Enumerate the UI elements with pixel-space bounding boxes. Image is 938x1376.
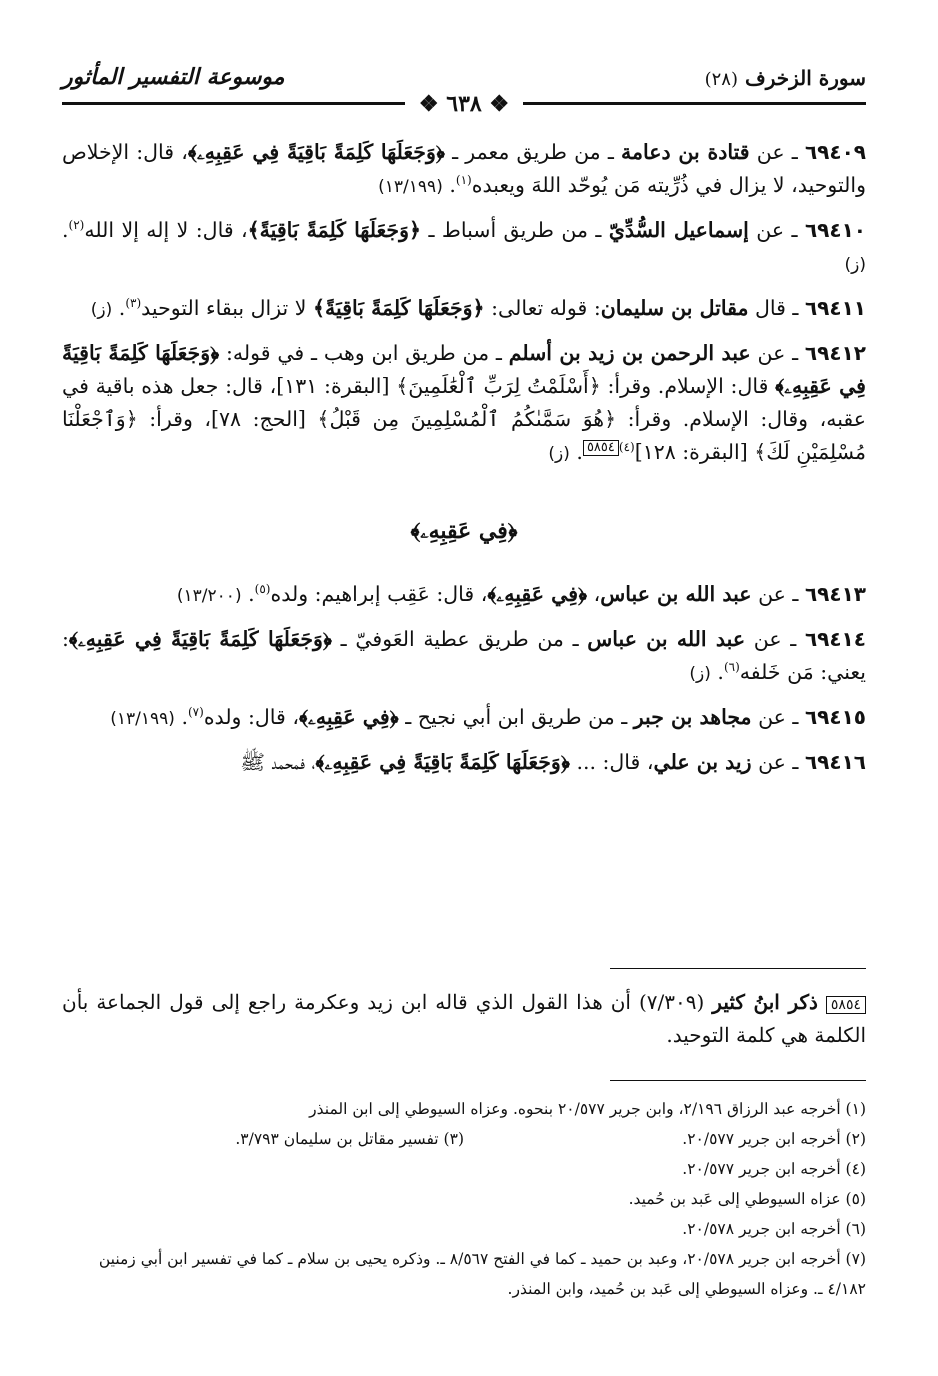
quran-verse: ﴿وَجَعَلَهَا كَلِمَةً بَاقِيَةً فِي عَقِبِهِۦ﴾	[315, 750, 570, 774]
narrator-name: زيد بن علي	[653, 750, 752, 774]
footnote-row	[62, 1124, 866, 1154]
entry-chain: : قوله تعالى:	[484, 296, 601, 320]
footnote-marker: (٢)	[68, 218, 85, 233]
footnote-separator	[610, 1080, 866, 1081]
entry-body: قال: الإسلام. وقرأ: ﴿أَسْلَمْتُ لِرَبِّ ٱلْعَٰلَمِينَ﴾ [البقرة: ١٣١]، قال: جعل هذه باقية في عقبه، وقال: الإسلام. وقرأ: ﴿هُوَ سَمَّىٰكُمُ ٱلْمُسْلِمِينَ مِن قَبْلُ﴾ [الحج: ٧٨]، وقرأ: ﴿وَٱجْعَلْنَا مُسْلِمَيْنِ لَكَ﴾ [البقرة: ١٢٨]	[62, 374, 867, 464]
footnote: (٣) تفسير مقاتل بن سليمان ٣/٧٩٣.	[235, 1130, 464, 1148]
footnote-marker: (٤)	[618, 440, 635, 455]
entry	[62, 214, 866, 282]
quran-verse: ﴿وَجَعَلَهَا كَلِمَةً بَاقِيَةً﴾	[247, 218, 422, 242]
entry	[62, 701, 866, 736]
surah-number: (٢٨)	[704, 69, 739, 90]
entry-number: ٦٩٤١٦	[804, 750, 866, 774]
entry	[62, 746, 866, 779]
footnote-marker: (١)	[455, 173, 472, 188]
commentary-marker[interactable]: ٥٨٥٤	[583, 440, 619, 456]
narrator-name: مجاهد بن جبر	[633, 705, 752, 729]
entry-chain: ـ من طريق معمر ـ	[444, 140, 622, 164]
source-ref: (١٣/١٩٩)	[378, 177, 443, 197]
page-number: ❖ ٦٣٨ ❖	[405, 94, 523, 114]
quran-verse: ﴿فِي عَقِبِهِۦ﴾	[487, 582, 588, 606]
entry-chain: ـ من طريق ابن أبي نجيح ـ	[398, 705, 634, 729]
source-ref: (ز)	[90, 300, 113, 320]
narrator-name: إسماعيل السُّدِّيّ	[608, 218, 749, 242]
surah-title	[705, 66, 866, 90]
entry-text: ـ قال	[748, 296, 805, 320]
entry-tail: .	[241, 582, 255, 606]
source-ref: (ز)	[689, 664, 711, 684]
book-title: موسوعة التفسير المأثور	[62, 64, 285, 90]
quran-verse: ﴿وَجَعَلَهَا كَلِمَةً بَاقِيَةً﴾	[313, 296, 485, 320]
commentary-text: (٧/٣٠٩) أن هذا القول الذي قاله ابن زيد وعكرمة راجع إلى قول الجماعة بأن الكلمة هي كلمة التوحيد.	[62, 990, 866, 1047]
entry-body: ، قال: الإخلاص والتوحيد، لا يزال في ذُرِّيته مَن يُوحّد اللهَ ويعبده	[62, 140, 866, 197]
entry	[62, 136, 866, 204]
entry-text: ـ عن	[748, 218, 805, 242]
entry-chain: ، قال: ...	[569, 750, 654, 774]
footnotes	[62, 1094, 866, 1304]
page-number-wrap	[62, 91, 866, 117]
entry-number: ٦٩٤١١	[804, 296, 866, 320]
entry-chain: ـ من طريق عطية العَوفيّ ـ	[331, 627, 588, 651]
entry-text: ـ عن	[751, 705, 805, 729]
entry-tail: .	[62, 218, 69, 242]
footnote: (١) أخرجه عبد الرزاق ٢/١٩٦، وابن جرير ٢٠/٥٧٧ بنحوه. وعزاه السيوطي إلى ابن المنذر	[309, 1100, 866, 1118]
entry-number: ٦٩٤٠٩	[804, 140, 866, 164]
narrator-name: عبد الله بن عباس	[600, 582, 752, 606]
entry-tail: .	[174, 705, 188, 729]
entry-chain: ـ من طريق ابن وهب ـ في قوله:	[219, 341, 509, 365]
narrator-name: مقاتل بن سليمان	[600, 296, 749, 320]
entry-chain: ،	[587, 582, 601, 606]
entry-text: ـ عن	[749, 140, 805, 164]
entry	[62, 623, 866, 691]
quran-verse: ﴿وَجَعَلَهَا كَلِمَةً بَاقِيَةً فِي عَقِبِهِۦ﴾	[62, 341, 866, 398]
footnote-marker: (٧)	[187, 705, 204, 720]
entry-body: لا تزال ببقاء التوحيد	[141, 296, 313, 320]
section-heading: ﴿فِي عَقِبِهِۦ﴾	[410, 518, 518, 544]
entry-tail: .	[112, 296, 126, 320]
entry-text: ـ عن	[750, 341, 805, 365]
source-ref: (ز)	[844, 255, 866, 275]
quran-verse: ﴿وَجَعَلَهَا كَلِمَةً بَاقِيَةً فِي عَقِبِهِۦ﴾	[68, 627, 332, 651]
entry-number: ٦٩٤١٠	[804, 218, 866, 242]
commentary-marker: ٥٨٥٤	[826, 996, 866, 1014]
page	[62, 0, 866, 1376]
source-ref: (١٣/١٩٩)	[110, 709, 175, 729]
page-header	[62, 60, 866, 117]
footnote-marker: (٦)	[723, 660, 740, 675]
page-number-value: ٦٣٨	[446, 91, 482, 117]
source-ref: (ز)	[548, 444, 570, 464]
surah-name: سورة الزخرف	[744, 66, 866, 90]
entry-text: ـ عن	[751, 582, 805, 606]
narrator-name: عبد الله بن عباس	[587, 627, 746, 651]
entry-tail: .	[710, 660, 724, 684]
entry-body: : يعني: مَن خَلفه	[62, 627, 866, 684]
entry	[62, 578, 866, 613]
entry-number: ٦٩٤١٢	[804, 341, 866, 365]
source-ref: (١٣/٢٠٠)	[176, 586, 242, 606]
entry-number: ٦٩٤١٥	[804, 705, 866, 729]
entry-number: ٦٩٤١٤	[804, 627, 866, 651]
entry	[62, 292, 866, 327]
footnote: (٧) أخرجه ابن جرير ٢٠/٥٧٨، وعبد بن حميد ـ كما في الفتح ٨/٥٦٧ ـ. وذكره يحيى بن سلام ـ كما في تفسير ابن أبي زمنين ٤/١٨٢ ـ. وعزاه السيوطي إلى عَبد بن حُميد، وابن المنذر.	[98, 1250, 866, 1298]
footnote: (٥) عزاه السيوطي إلى عَبد بن حُميد.	[628, 1190, 866, 1208]
quran-verse: ﴿وَجَعَلَهَا كَلِمَةً بَاقِيَةً فِي عَقِبِهِۦ﴾	[187, 140, 445, 164]
entry-number: ٦٩٤١٣	[804, 582, 866, 606]
narrator-name: عبد الرحمن بن زيد بن أسلم	[508, 341, 751, 365]
quran-verse: ﴿فِي عَقِبِهِۦ﴾	[298, 705, 399, 729]
footnote-marker: (٣)	[125, 296, 142, 311]
entry-text: ـ عن	[745, 627, 805, 651]
comment-separator	[610, 968, 866, 969]
entry	[62, 337, 866, 471]
entry-tail: .	[442, 173, 456, 197]
entry-body: ، قال: ولده	[203, 705, 299, 729]
footnote: (٢) أخرجه ابن جرير ٢٠/٥٧٧.	[682, 1130, 866, 1148]
footnote: (٦) أخرجه ابن جرير ٢٠/٥٧٨.	[682, 1220, 866, 1238]
main-text	[62, 136, 866, 789]
footnote-marker: (٥)	[254, 582, 271, 597]
entry-chain: ـ من طريق أسباط ـ	[421, 218, 609, 242]
entry-body: ، قال: لا إله إلا الله	[84, 218, 248, 242]
entry-tail: .	[569, 440, 583, 464]
entry-body: ، قال: عَقِب إبراهيم: ولده	[270, 582, 488, 606]
entry-text: ـ عن	[751, 750, 805, 774]
footnote: (٤) أخرجه ابن جرير ٢٠/٥٧٧.	[682, 1160, 866, 1178]
narrator-name: قتادة بن دعامة	[621, 140, 750, 164]
commentary-note	[62, 986, 866, 1052]
entry-body: ، فمحمد ﷺ	[240, 750, 316, 774]
commentary-author: ذكر ابنُ كثير	[712, 990, 818, 1014]
